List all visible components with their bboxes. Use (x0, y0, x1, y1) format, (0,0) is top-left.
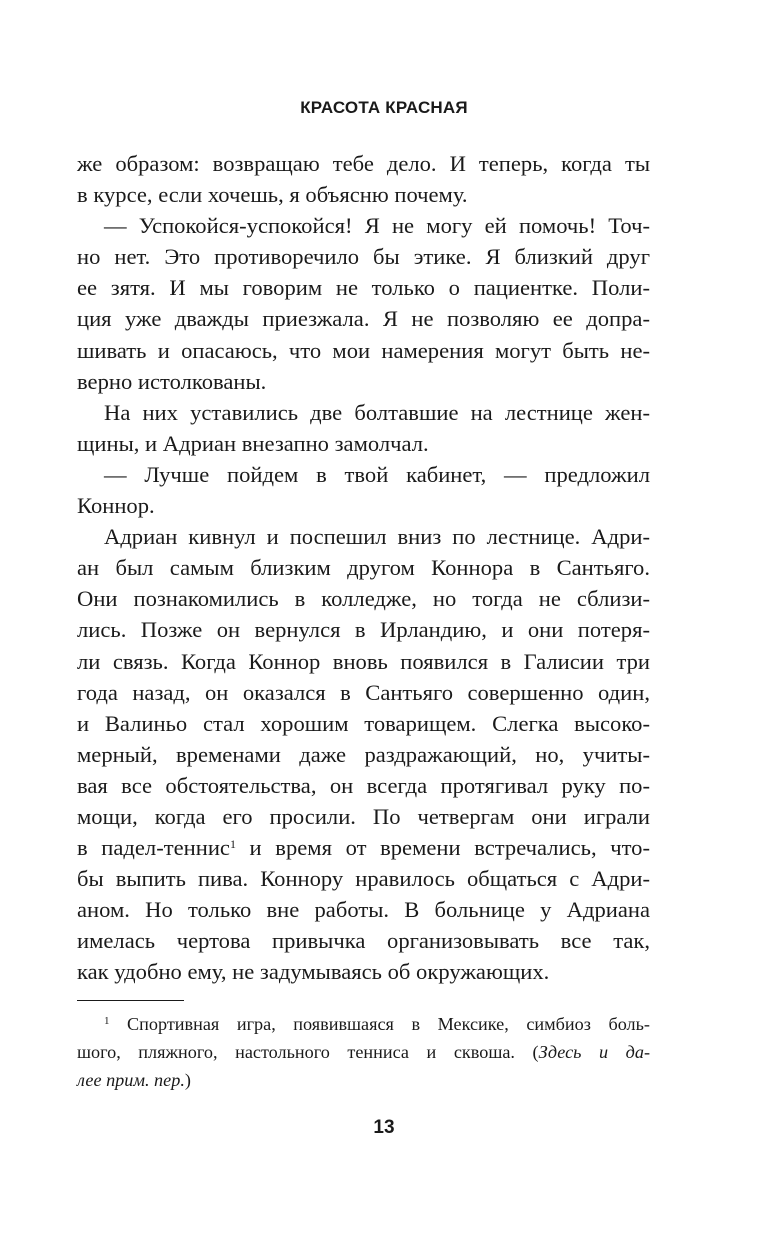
body-line: но нет. Это противоречило бы этике. Я близкий друг (77, 244, 650, 270)
body-line: ее зятя. И мы говорим не только о пациентке. Поли- (77, 275, 650, 301)
body-line: как удобно ему, не задумываясь об окружающих. (77, 959, 550, 985)
footnote-divider (77, 1000, 184, 1001)
body-line: На них уставились две болтавшие на лестнице жен- (104, 399, 650, 425)
footnote-text: шого, пляжного, настольного тенниса и сквоша. ( (77, 1042, 539, 1062)
body-line-part: в падел-теннис (77, 835, 230, 861)
body-line: и Валиньо стал хорошим товарищем. Слегка высоко- (77, 710, 650, 736)
running-head: КРАСОТА КРАСНАЯ (300, 98, 468, 117)
body-line: мощи, когда его просили. По четвергам они играли (77, 803, 650, 829)
footnote-line (77, 1066, 650, 1094)
footnote-reference[interactable]: 1 (229, 837, 236, 852)
body-text (77, 148, 650, 988)
footnote-text: Спортивная игра, появившаяся в Мексике, симбиоз боль- (109, 1014, 650, 1034)
body-line: аном. Но только вне работы. В больнице у Адриана (77, 897, 650, 923)
body-line: — Успокойся-успокойся! Я не могу ей помочь! Точ- (104, 213, 650, 239)
body-line: имелась чертова привычка организовывать все так, (77, 928, 650, 954)
footnote-marker: 1 (104, 1015, 110, 1027)
body-line: ан был самым близким другом Коннора в Сантьяго. (77, 555, 650, 581)
body-line: ция уже дважды приезжала. Я не позволяю ее допра- (77, 306, 650, 332)
body-line: бы выпить пива. Коннору нравилось общаться с Адри- (77, 866, 650, 892)
body-line: в курсе, если хочешь, я объясню почему. (77, 182, 468, 208)
footnote (77, 1010, 650, 1094)
body-line: Коннор. (77, 493, 155, 519)
footnote-close: ) (184, 1070, 191, 1090)
footnote-line (77, 1010, 650, 1038)
body-line-part: и время от времени встречались, что- (235, 835, 650, 861)
body-line: Адриан кивнул и поспешил вниз по лестнице. Адри- (104, 524, 650, 550)
body-line: верно истолкованы. (77, 368, 267, 394)
body-line: лись. Позже он вернулся в Ирландию, и они потеря- (77, 617, 650, 643)
body-line: ли связь. Когда Коннор вновь появился в Галисии три (77, 648, 650, 674)
footnote-line (77, 1038, 650, 1066)
body-line-with-footnote-ref (77, 832, 650, 863)
footnote-italic: Здесь и да- (538, 1042, 651, 1062)
body-line: Они познакомились в колледже, но тогда не сблизи- (77, 586, 650, 612)
body-line: щины, и Адриан внезапно замолчал. (77, 430, 429, 456)
page-number: 13 (373, 1117, 395, 1138)
body-line: шивать и опасаюсь, что мои намерения могут быть не- (77, 337, 650, 363)
body-line: — Лучше пойдем в твой кабинет, — предложил (104, 461, 650, 487)
body-line: же образом: возвращаю тебе дело. И теперь, когда ты (77, 151, 650, 176)
body-line: года назад, он оказался в Сантьяго совершенно один, (77, 679, 650, 705)
body-line: мерный, временами даже раздражающий, но, учиты- (77, 741, 650, 767)
footnote-italic: лее прим. пер. (77, 1070, 185, 1090)
body-line: вая все обстоятельства, он всегда протягивал руку по- (77, 772, 650, 798)
